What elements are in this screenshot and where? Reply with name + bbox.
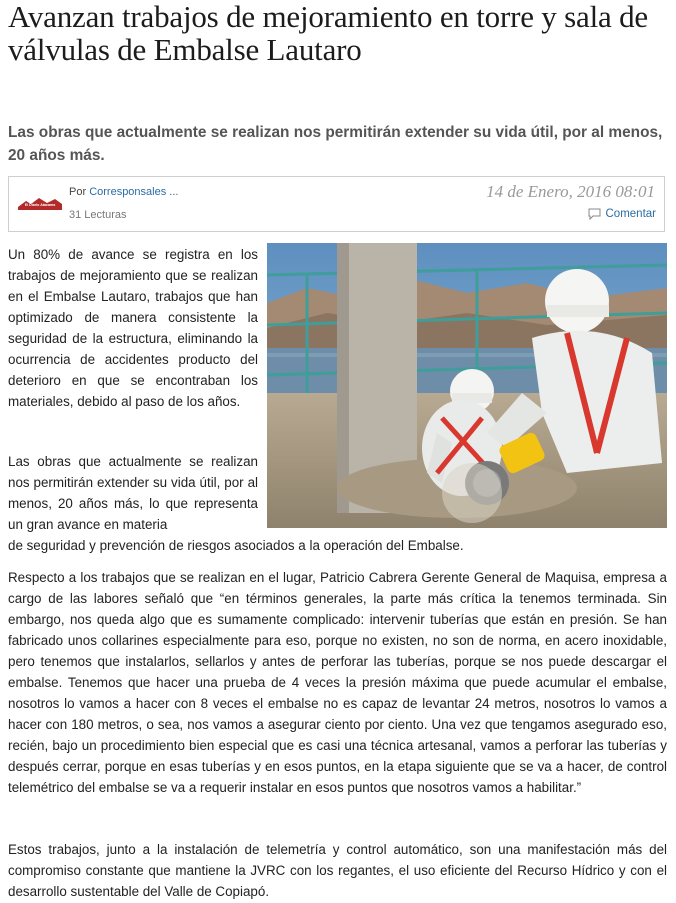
comment-label: Comentar	[605, 208, 656, 220]
byline	[69, 186, 178, 198]
article-subtitle: Las obras que actualmente se realizan nos permitirán extender su vida útil, por al menos, 20 años más.	[8, 124, 663, 164]
article-title: Avanzan trabajos de mejoramiento en torre y sala de válvulas de Embalse Lautaro	[8, 0, 648, 67]
author-link[interactable]: Corresponsales ...	[89, 186, 179, 198]
article-photo	[267, 243, 667, 528]
paragraph-2-continued: de seguridad y prevención de riesgos asociados a la operación del Embalse.	[8, 538, 464, 553]
logo-text: El Diario Atacama	[24, 203, 56, 207]
paragraph-3: Respecto a los trabajos que se realizan en el lugar, Patricio Cabrera Gerente General de Maquisa, empresa a cargo de las labores señaló que “en términos generales, la parte más crítica la tenemos terminada. Sin embargo, nos queda algo que es sumamente complicado: intervenir tuberías que están en presión. Se han fabricado unos collarines especialmente para eso, porque no existen, no son de norma, en acero inoxidable, pero tenemos que instalarlos, sellarlos y antes de perforar las tuberías, porque se nos puede descargar el embalse. Tenemos que hacer una prueba de 4 veces la presión máxima que puede acumular el embalse, nosotros lo vamos a hacer con 8 veces el embalse no es capaz de levantar 24 metros, nosotros lo vamos a hacer con 180 metros, o sea, nos vamos a asegurar ciento por ciento. Una vez que tengamos asegurado eso, recién, bajo un procedimiento bien especial que es casi una técnica artesanal, vamos a perforar las tuberías y después cerrar, porque en esas tuberías y en esos puntos, en la etapa siguiente que se va a hacer, de control telemétrico del embalse se va a requerir instalar en esos puntos que nosotros vamos a habilitar.”	[8, 570, 667, 795]
comment-link[interactable]	[588, 208, 657, 220]
read-count: 31 Lecturas	[69, 209, 127, 221]
paragraph-2: Las obras que actualmente se realizan nos permitirán extender su vida útil, por al menos, 20 años más, lo que representa un gran avance en materia	[8, 454, 258, 532]
paragraph-4: Estos trabajos, junto a la instalación de telemetría y control automático, son una manifestación más del compromiso constante que mantiene la JVRC con los regantes, el uso eficiente del Recurso Hídrico y con el desarrollo sustentable del Valle de Copiapó.	[8, 842, 667, 899]
publish-date: 14 de Enero, 2016 08:01	[486, 182, 655, 201]
article-meta	[8, 176, 665, 232]
speech-bubble-icon	[588, 208, 601, 220]
newspaper-logo[interactable]	[17, 195, 63, 213]
byline-prefix: Por	[69, 186, 87, 198]
paragraph-1: Un 80% de avance se registra en los trabajos de mejoramiento que se realizan en el Embalse Lautaro, trabajos que han optimizado de manera consistente la seguridad de la estructura, eliminando la ocurrencia de accidentes producto del deterioro en que se encontraban los materiales, debido al paso de los años.	[8, 247, 258, 409]
